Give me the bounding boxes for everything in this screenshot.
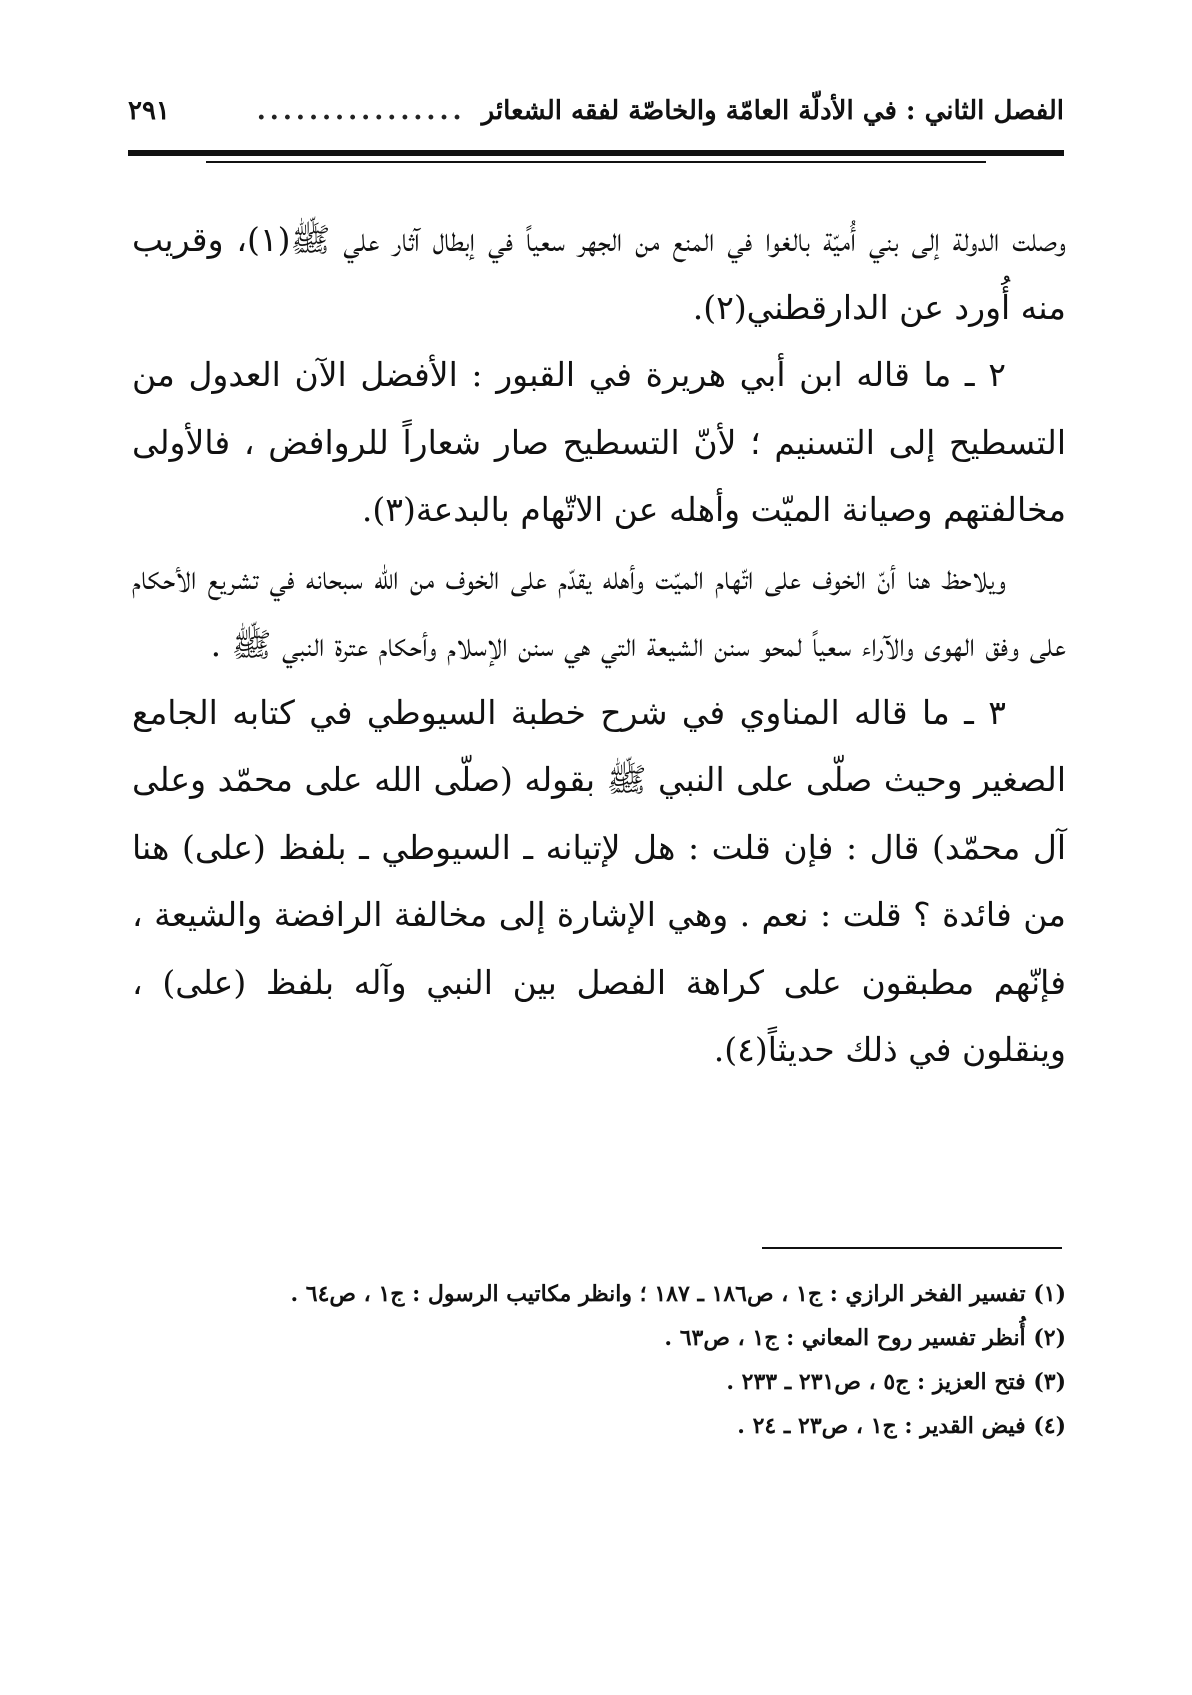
main-text — [132, 206, 1066, 1084]
header-rule-thick — [128, 150, 1064, 156]
paragraph-4: ٣ ـ ما قاله المناوي في شرح خطبة السيوطي في كتابه الجامع الصغير وحيث صلّى على النبي ﷺ بقوله (صلّى الله على محمّد وعلى آل محمّد) قال : فإن قلت : هل لإتيانه ـ السيوطي ـ بلفظ (على) هنا من فائدة ؟ قلت : نعم . وهي الإشارة إلى مخالفة الرافضة والشيعة ، فإنّهم مطبقون على كراهة الفصل بين النبي وآله بلفظ (على) ، وينقلون في ذلك حديثاً(٤). — [132, 692, 1066, 1069]
paragraph-2: ٢ ـ ما قاله ابن أبي هريرة في القبور : الأفضل الآن العدول من التسطيح إلى التسنيم ؛ لأنّ التسطيح صار شعاراً للروافض ، فالأولى مخالفتهم وصيانة الميّت وأهله عن الاتّهام بالبدعة(٣). — [132, 355, 1066, 529]
footnote-2: (٢) أُنظر تفسير روح المعاني : ج١ ، ص٦٣ . — [664, 1325, 1066, 1351]
dot-leader: ................ — [256, 96, 466, 126]
footnote-3: (٣) فتح العزيز : ج٥ ، ص٢٣١ ـ ٢٣٣ . — [726, 1369, 1066, 1395]
paragraph-3: ويلاحظ هنا أنّ الخوف على اتّهام الميّت وأهله يقدّم على الخوف من الله سبحانه في تشريع الأحكام على وفق الهوى والآراء سعياً لمحو سنن الشيعة التي هي سنن الإسلام وأحكام عترة النبي ﷺ . — [132, 557, 1066, 664]
header-rule-thin — [206, 161, 986, 163]
running-header — [128, 86, 1064, 136]
footnote-4: (٤) فيض القدير : ج١ ، ص٢٣ ـ ٢٤ . — [737, 1413, 1066, 1439]
paragraph-1: وصلت الدولة إلى بني أُميّة بالغوا في المنع من الجهر سعياً في إبطال آثار علي ﷺ(١)، وقريب منه أُورد عن الدارقطني(٢). — [132, 220, 1066, 327]
footnote-separator — [762, 1247, 1062, 1249]
chapter-title: الفصل الثاني : في الأدلّة العامّة والخاصّة لفقه الشعائر — [481, 96, 1064, 126]
footnote-1: (١) تفسير الفخر الرازي : ج١ ، ص١٨٦ ـ ١٨٧ ؛ وانظر مكاتيب الرسول : ج١ ، ص٦٤ . — [290, 1281, 1066, 1307]
footnotes — [132, 1272, 1066, 1448]
page-number: ٢٩١ — [128, 96, 170, 126]
